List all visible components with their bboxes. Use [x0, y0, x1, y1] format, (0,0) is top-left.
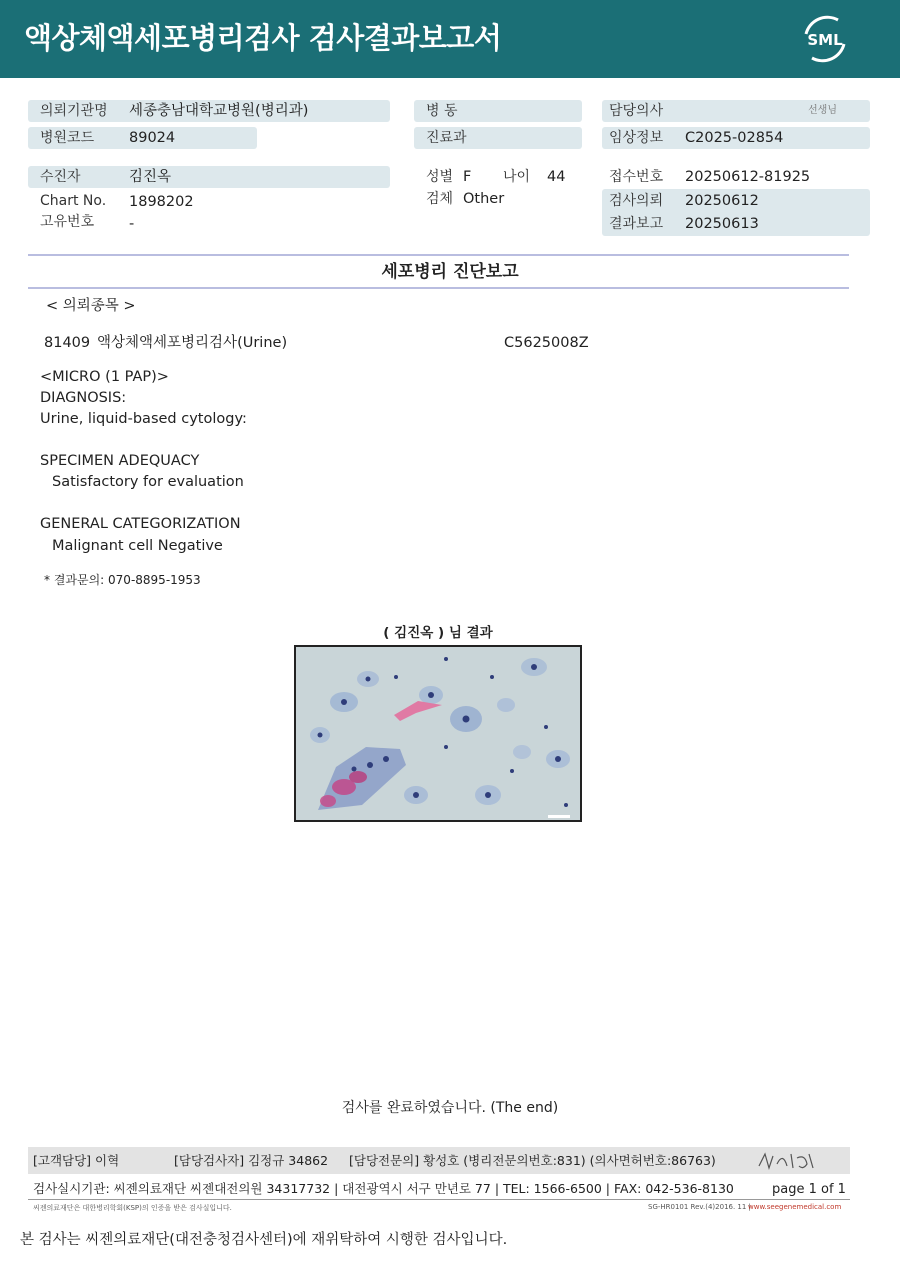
specimen-value: Other: [463, 191, 505, 207]
specimen-label: 검체: [426, 191, 454, 207]
request-date-label: 검사의뢰: [609, 193, 664, 209]
inquiry-note: * 결과문의: 070-8895-1953: [44, 573, 201, 587]
report-date-value: 20250613: [685, 216, 759, 232]
ward-label: 병 동: [426, 103, 458, 119]
receipt-no-label: 접수번호: [609, 169, 664, 185]
chart-no-label: Chart No.: [40, 193, 107, 209]
hospital-code-label: 병원코드: [40, 130, 95, 146]
requesting-org-label: 의뢰기관명: [40, 103, 108, 119]
image-caption: ( 김진옥 ) 님 결과: [383, 625, 493, 641]
age-label: 나이: [503, 169, 531, 185]
category-value: Malignant cell Negative: [52, 538, 223, 554]
requesting-org-value: 세종충남대학교병원(병리과): [129, 103, 309, 119]
section-rule-top: [28, 254, 849, 256]
form-code: SG-HR0101 Rev.(4)2016. 11 |: [648, 1203, 751, 1211]
test-code: 81409: [44, 335, 91, 351]
test-ref: C5625008Z: [504, 335, 589, 351]
accreditation-note: 씨젠의료재단은 대한병리학회(KSP)의 인증을 받은 검사실입니다.: [33, 1204, 232, 1212]
test-name: 액상체액세포병리검사(Urine): [97, 335, 288, 351]
sex-label: 성별: [426, 169, 454, 185]
receipt-no-value: 20250612-81925: [685, 169, 811, 185]
chart-no-value: 1898202: [129, 194, 194, 210]
page-number: page 1 of 1: [772, 1182, 846, 1197]
outsourcing-note: 본 검사는 씨젠의료재단(대전충청검사센터)에 재위탁하여 시행한 검사입니다.: [20, 1232, 508, 1248]
adequacy-value: Satisfactory for evaluation: [52, 474, 244, 490]
technician: [담당검사자] 김정규 34862: [174, 1153, 329, 1168]
department-label: 진료과: [426, 130, 467, 146]
section-rule-bottom: [28, 287, 849, 289]
sml-logo: [798, 12, 852, 66]
diagnosis-label: DIAGNOSIS:: [40, 390, 127, 406]
category-label: GENERAL CATEGORIZATION: [40, 516, 241, 532]
report-title: 액상체액세포병리검사 검사결과보고서: [24, 21, 502, 55]
customer-contact: [고객담당] 이혁: [33, 1153, 120, 1168]
unique-no-label: 고유번호: [40, 214, 95, 230]
section-title: 세포병리 진단보고: [381, 262, 519, 282]
cytology-image: [294, 645, 582, 822]
request-date-value: 20250612: [685, 193, 759, 209]
diagnosis-value: Urine, liquid-based cytology:: [40, 411, 247, 427]
clinical-info-label: 임상정보: [609, 130, 664, 146]
sex-value: F: [463, 169, 472, 185]
footer-rule: [28, 1199, 850, 1200]
adequacy-label: SPECIMEN ADEQUACY: [40, 453, 200, 469]
report-header: [0, 0, 900, 78]
unique-no-value: -: [129, 216, 135, 232]
age-value: 44: [547, 169, 566, 185]
hospital-code-value: 89024: [129, 130, 176, 146]
micro-line: <MICRO (1 PAP)>: [40, 369, 169, 385]
request-items-label: < 의뢰종목 >: [46, 298, 136, 314]
logo-text: SML: [807, 31, 843, 49]
patient-row: [28, 166, 390, 188]
website-link[interactable]: www.seegenemedical.com: [748, 1203, 842, 1211]
end-text: 검사를 완료하였습니다. (The end): [341, 1100, 559, 1116]
report-date-label: 결과보고: [609, 216, 664, 232]
institution-line: 검사실시기관: 씨젠의료재단 씨젠대전의원 34317732 | 대전광역시 서구 만년로 77 | TEL: 1566-6500 | FAX: 042-536-8130: [33, 1181, 734, 1196]
patient-value: 김진옥: [129, 169, 172, 185]
signature-mark: [755, 1148, 817, 1174]
clinical-info-value: C2025-02854: [685, 130, 784, 146]
patient-label: 수진자: [40, 169, 81, 185]
specialist: [담당전문의] 황성호 (병리전문의번호:831) (의사면허번호:86763): [349, 1153, 716, 1168]
doctor-suffix: 선생님: [808, 105, 837, 116]
doctor-label: 담당의사: [609, 103, 664, 119]
